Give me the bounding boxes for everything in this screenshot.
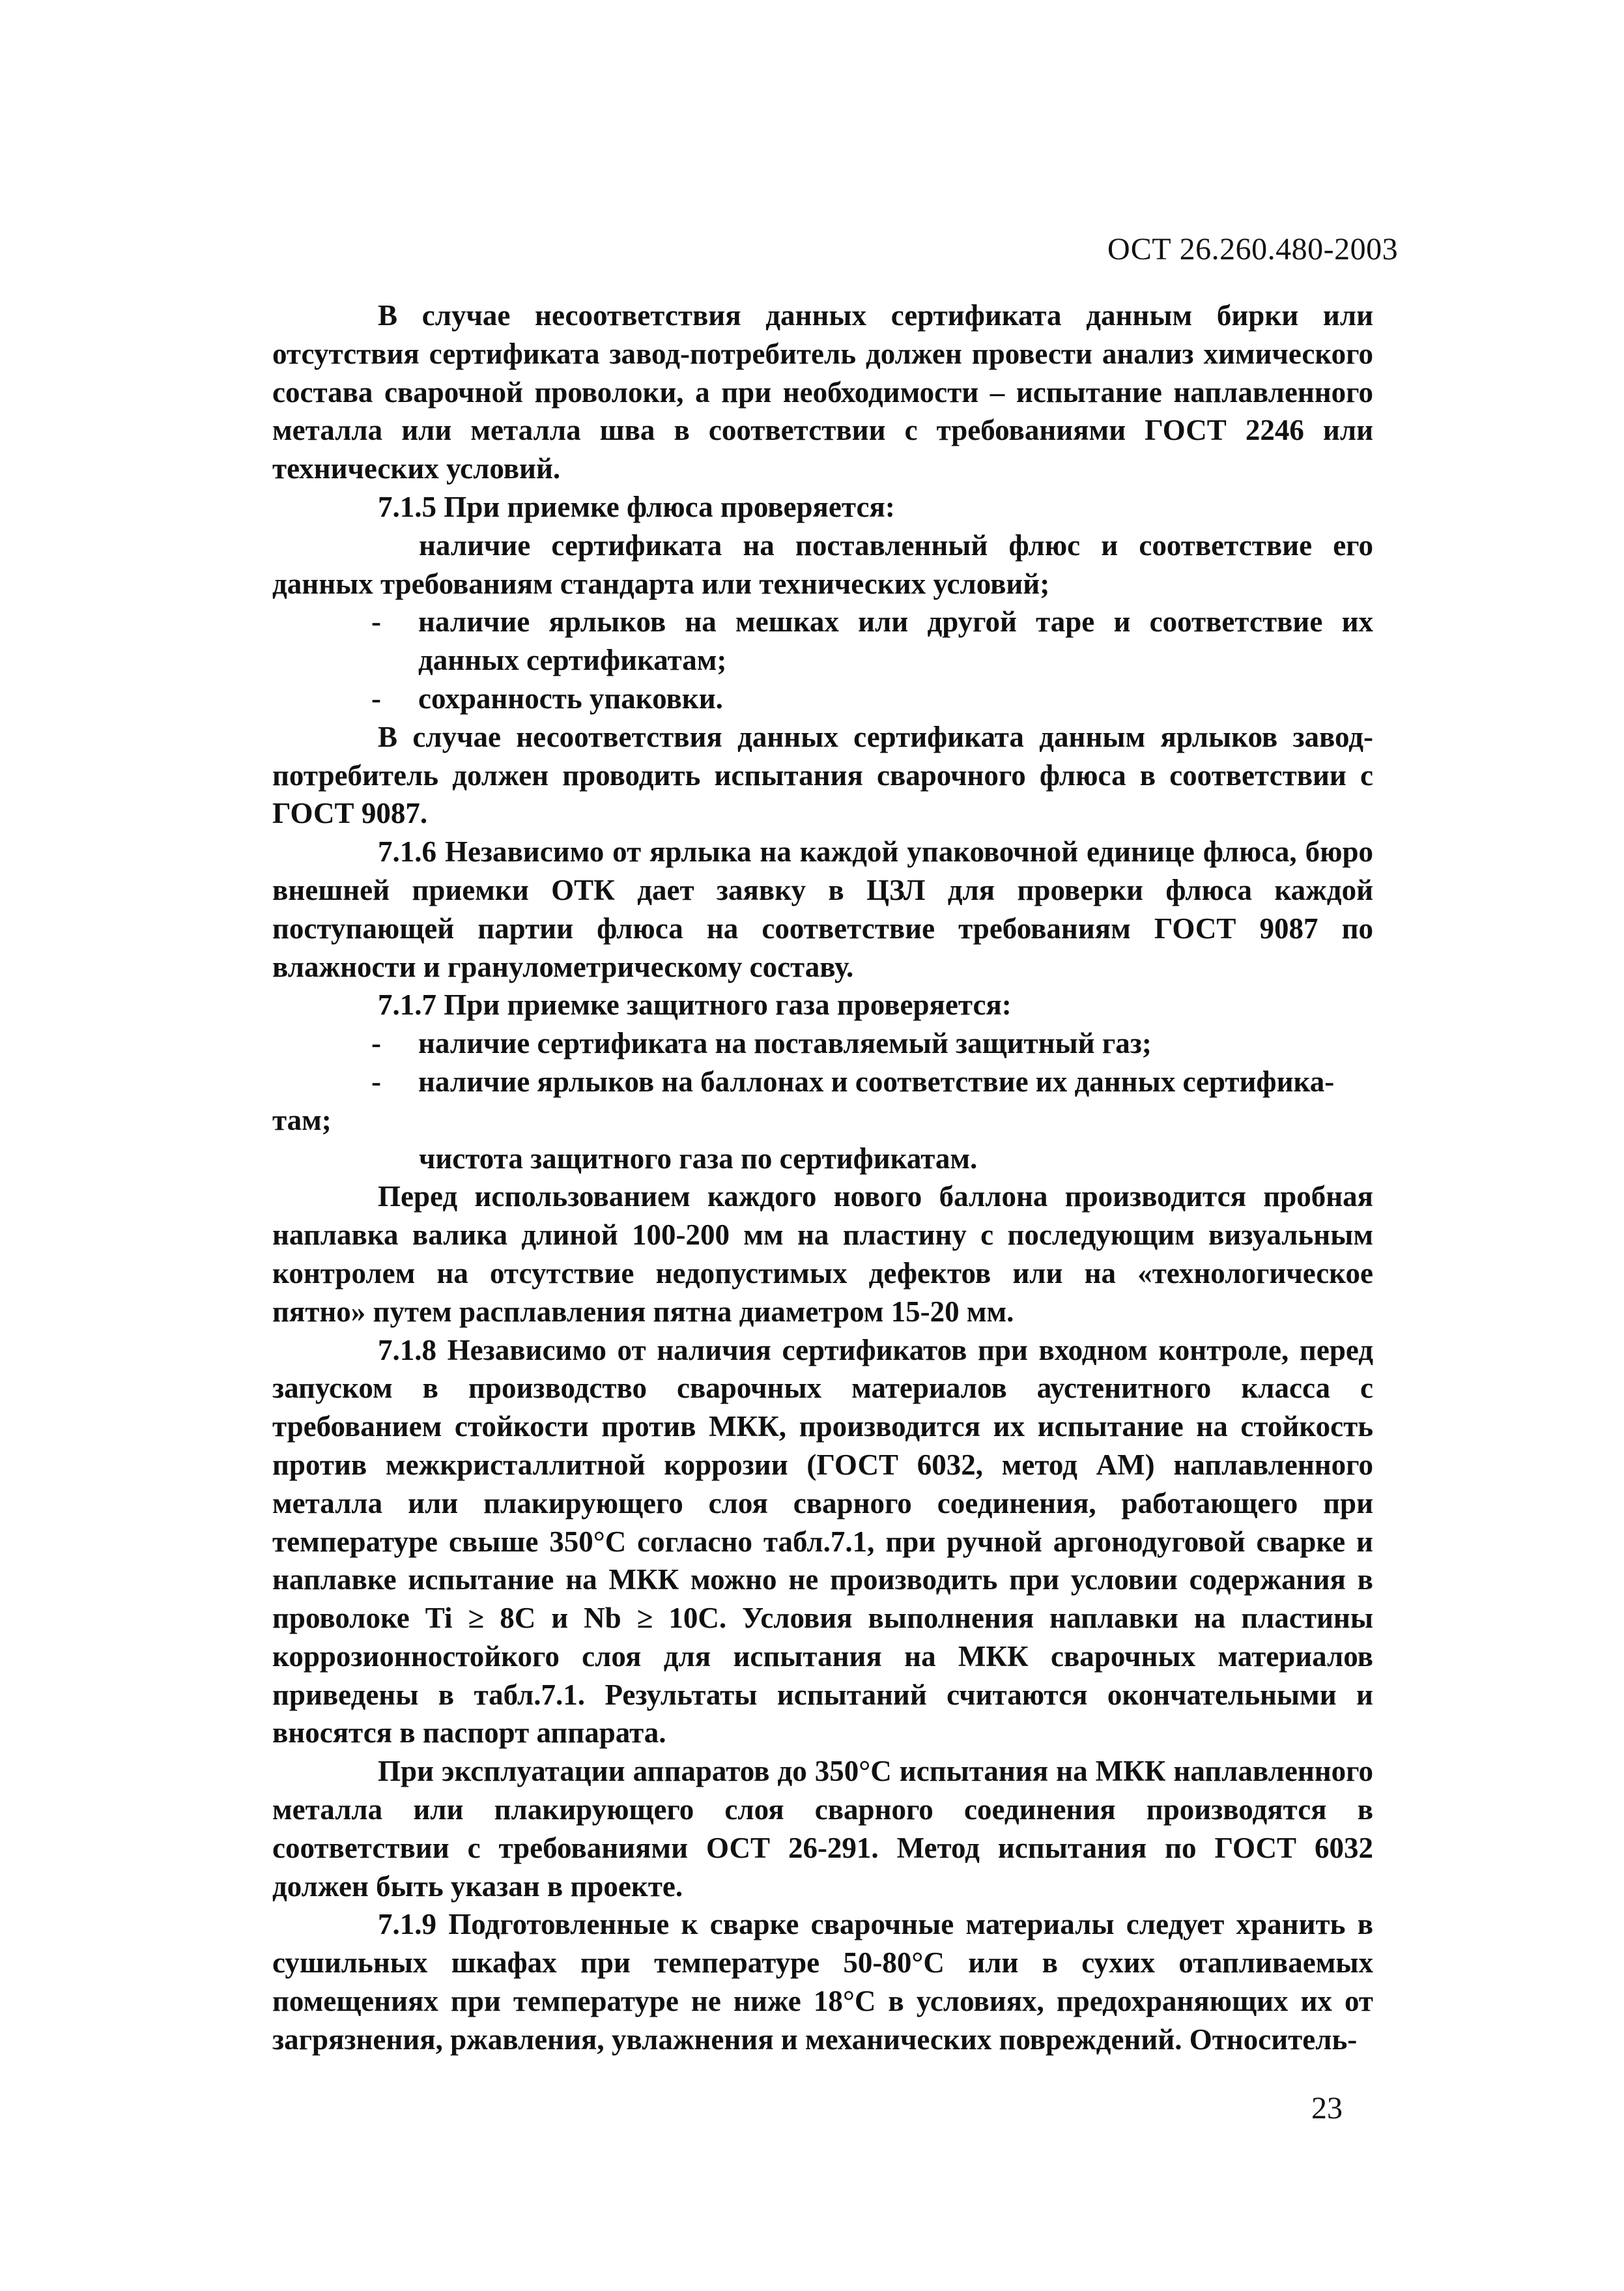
list-item-text: сохранность упаковки. — [418, 682, 723, 715]
list-item-gas-certificate — [272, 1024, 1373, 1063]
list-marker: - — [371, 682, 381, 715]
list-marker: - — [371, 1027, 381, 1060]
paragraph-7-1-5: 7.1.5 При приемке флюса проверяется: — [378, 490, 895, 523]
document-code-header: ОСТ 26.260.480-2003 — [1107, 232, 1399, 267]
list-item-packaging — [272, 680, 1373, 718]
list-item-flux-labels — [272, 603, 1373, 680]
paragraph-7-1-8: 7.1.8 Независимо от наличия сертификатов при входном контроле, перед запуском в производство сварочных материалов аустенитного класса с требованием стойкости против МКК, производится их испытание на стойкость против межкристаллитной коррозии (ГОСТ 6032, метод АМ) наплавленного металла или плакирующего слоя сварного соединения, работающего при температуре свыше 350°С согласно табл.7.1, при ручной аргонодуговой сварке и наплавке испытание на МКК можно не производить при условии содержания в проволоке Ti ≥ 8С и Nb ≥ 10С. Условия выполнения наплавки на пластины коррозионностойкого слоя для испытания на МКК сварочных материалов приведены в табл.7.1. Результаты испытаний считаются окончательными и вносятся в паспорт аппарата. — [272, 1333, 1373, 1750]
list-item-text: наличие ярлыков на мешках или другой таре и соответствие их данных сертификатам; — [418, 605, 1373, 677]
document-body — [272, 296, 1373, 2059]
list-item-text: наличие сертификата на поставляемый защитный газ; — [418, 1027, 1152, 1060]
paragraph-flux-certificate: наличие сертификата на поставленный флюс и соответствие его данных требованиям стандарта или технических условий; — [272, 528, 1373, 600]
paragraph-operation-below-350: При эксплуатации аппаратов до 350°С испытания на МКК наплавленного металла или плакирующего слоя сварного соединения производятся в соответствии с требованиями ОСТ 26-291. Метод испытания по ГОСТ 6032 должен быть указан в проекте. — [272, 1755, 1373, 1903]
paragraph-certificate-mismatch-flux: В случае несоответствия данных сертификата данным ярлыков завод-потребитель должен проводить испытания сварочного флюса в соответствии с ГОСТ 9087. — [272, 720, 1373, 830]
list-marker: - — [371, 605, 381, 639]
paragraph-7-1-6: 7.1.6 Независимо от ярлыка на каждой упаковочной единице флюса, бюро внешней приемки ОТК дает заявку в ЦЗЛ для проверки флюса каждой поступающей партии флюса на соответствие требованиям ГОСТ 9087 по влажности и гранулометрическому составу. — [272, 835, 1373, 983]
paragraph-7-1-9: 7.1.9 Подготовленные к сварке сварочные материалы следует хранить в сушильных шкафах при температуре 50-80°С или в сухих отапливаемых помещениях при температуре не ниже 18°С в условиях, предохраняющих их от загрязнения, ржавления, увлажнения и механических повреждений. Относитель- — [272, 1908, 1373, 2056]
paragraph-certificate-mismatch-wire: В случае несоответствия данных сертификата данным бирки или отсутствия сертификата завод-потребитель должен провести анализ химического состава сварочной проволоки, а при необходимости – испытание наплавленного металла или металла шва в соответствии с требованиями ГОСТ 2246 или технических условий. — [272, 299, 1373, 485]
paragraph-gas-purity: чистота защитного газа по сертификатам. — [419, 1142, 978, 1175]
paragraph-7-1-7: 7.1.7 При приемке защитного газа проверяется: — [378, 988, 1012, 1022]
page-number: 23 — [1311, 2091, 1343, 2125]
list-item-continuation: там; — [272, 1103, 332, 1136]
list-item-text: наличие ярлыков на баллонах и соответствие их данных сертифика- — [418, 1065, 1335, 1098]
paragraph-test-bead: Перед использованием каждого нового баллона производится пробная наплавка валика длиной 100-200 мм на пластину с последующим визуальным контролем на отсутствие недопустимых дефектов или на «технологическое пятно» путем расплавления пятна диаметром 15-20 мм. — [272, 1180, 1373, 1328]
list-item-cylinder-labels — [272, 1063, 1373, 1101]
list-marker: - — [371, 1065, 381, 1098]
